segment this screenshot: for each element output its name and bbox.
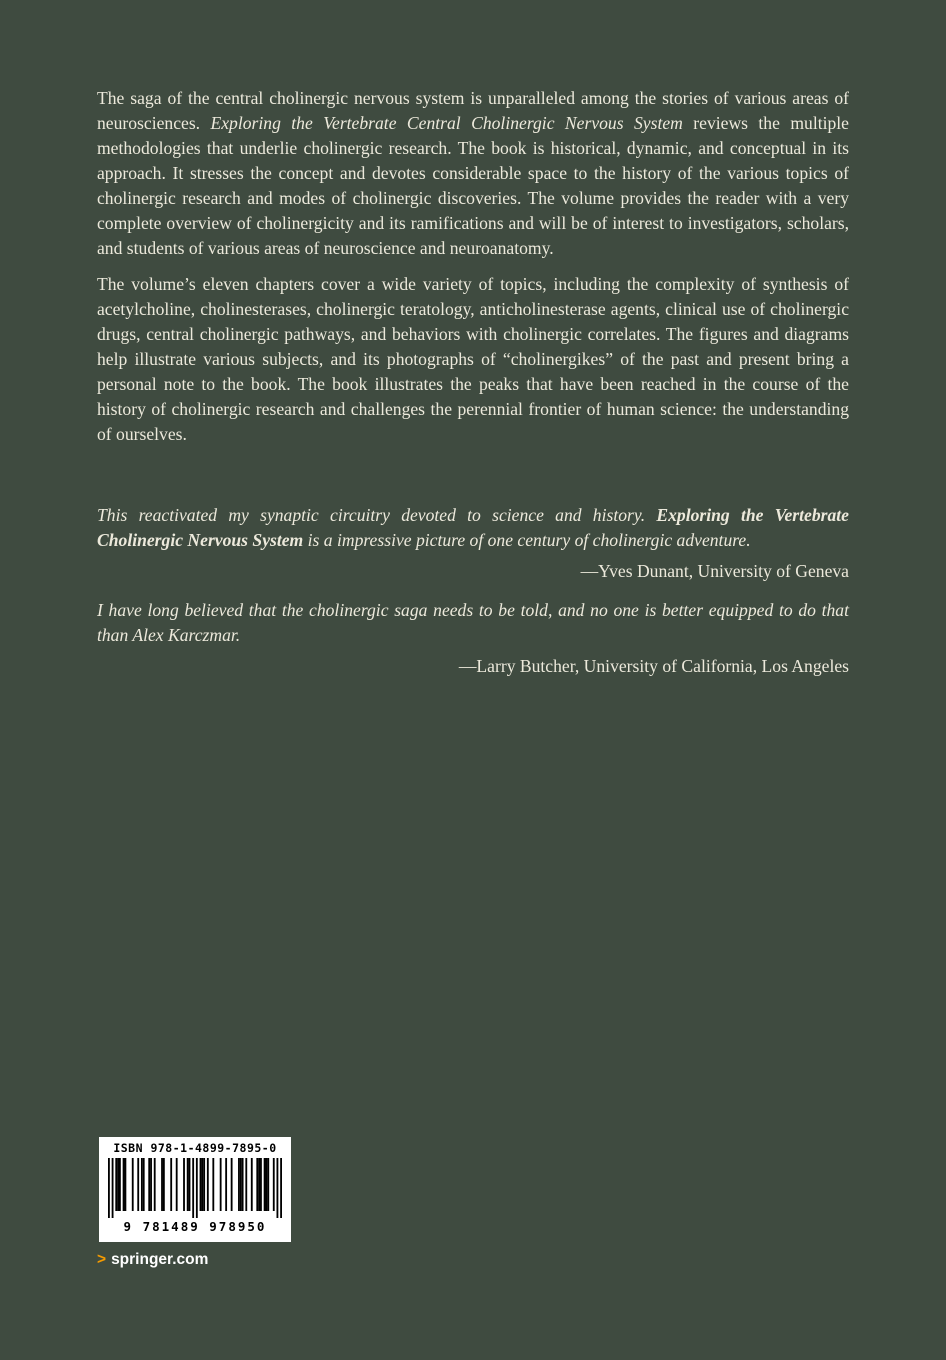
back-cover-text-column bbox=[97, 86, 849, 679]
book-title-mention-bold: Exploring the Vertebrate Cholinergic Nervous System bbox=[97, 505, 849, 550]
quote-attribution-2: —Larry Butcher, University of California, Los Angeles bbox=[458, 656, 849, 676]
book-title-mention: Exploring the Vertebrate Central Cholinergic Nervous System bbox=[210, 113, 683, 133]
review-quote-1-text: This reactivated my synaptic circuitry devoted to science and history. bbox=[97, 505, 657, 525]
blurb-paragraph-1 bbox=[97, 86, 849, 261]
barcode-icon bbox=[108, 1158, 282, 1218]
isbn-label: ISBN 978-1-4899-7895-0 bbox=[113, 1141, 277, 1155]
springer-brand-label: springer.com bbox=[111, 1251, 209, 1268]
blurb-paragraph-1-text: The saga of the central cholinergic nervous system is unparalleled among the stories of various areas of neurosciences. bbox=[97, 88, 849, 133]
quote-attribution-1: —Yves Dunant, University of Geneva bbox=[580, 561, 849, 581]
blurb-paragraph-2: The volume’s eleven chapters cover a wide variety of topics, including the complexity of synthesis of acetylcholine, cholinesterases, cholinergic teratology, anticholinesterase agents, clinical use of cholinergic drugs, central cholinergic pathways, and behaviors with cholinergic correlates. The figures and diagrams help illustrate various subjects, and its photographs of “cholinergikes” of the past and present bring a personal note to the book. The book illustrates the peaks that have been reached in the course of the history of cholinergic research and challenges the perennial frontier of human science: the understanding of ourselves. bbox=[97, 274, 849, 444]
blurb-paragraph-1-text-continued: reviews the multiple methodologies that underlie cholinergic research. The book is historical, dynamic, and conceptual in its approach. It stresses the concept and devotes considerable space to the history of the various topics of cholinergic research and modes of cholinergic discoveries. The volume provides the reader with a very complete overview of cholinergicity and its ramifications and will be of interest to investigators, scholars, and students of various areas of neuroscience and neuroanatomy. bbox=[97, 113, 849, 258]
springer-arrow-icon: > bbox=[97, 1251, 107, 1268]
barcode-panel bbox=[99, 1137, 291, 1242]
review-quote-1-text-continued: is a impressive picture of one century of cholinergic adventure. bbox=[303, 530, 751, 550]
barcode-digits: 9 781489 978950 bbox=[123, 1219, 267, 1234]
publisher-footer bbox=[97, 1251, 208, 1269]
review-quote-2: I have long believed that the cholinergic saga needs to be told, and no one is better equipped to do that than Alex Karczmar. bbox=[97, 600, 849, 645]
review-quote-1 bbox=[97, 503, 849, 553]
